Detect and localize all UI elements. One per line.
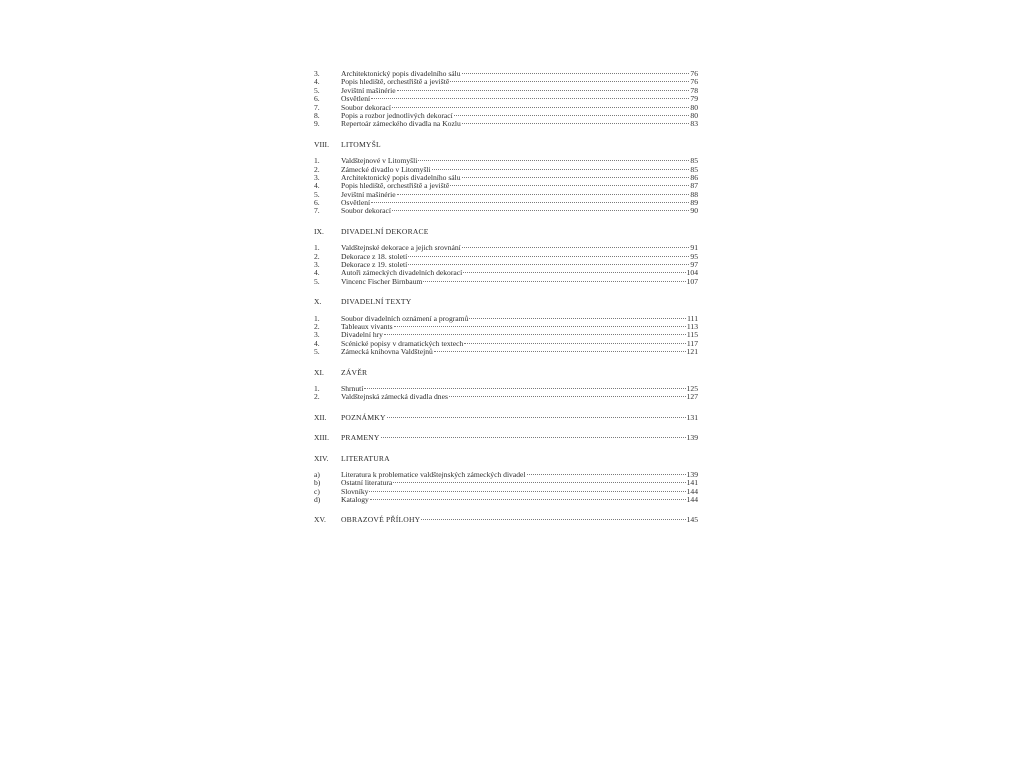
chapter-title: POZNÁMKY bbox=[341, 412, 386, 422]
page-number: 91 bbox=[690, 243, 698, 253]
page-number: 86 bbox=[690, 172, 698, 182]
entry-number: 2. bbox=[314, 392, 320, 402]
toc-section bbox=[314, 286, 698, 356]
dot-leader bbox=[434, 351, 686, 352]
toc-section bbox=[314, 443, 698, 505]
toc-chapter-heading bbox=[314, 455, 698, 463]
entry-title: Vincenc Fischer Birnbaum bbox=[341, 276, 423, 286]
dot-leader bbox=[381, 437, 686, 438]
chapter-title: OBRAZOVÉ PŘÍLOHY bbox=[341, 515, 421, 525]
page-number: 76 bbox=[690, 69, 698, 78]
entry-number: 9. bbox=[314, 119, 320, 129]
entry-title: Popis hlediště, orchestřiště a jeviště bbox=[341, 181, 450, 191]
dot-leader bbox=[432, 169, 690, 170]
toc-entry bbox=[314, 393, 698, 401]
toc-section bbox=[314, 422, 698, 442]
entry-title: Ostatní literatura bbox=[341, 478, 393, 488]
page-number: 111 bbox=[687, 313, 698, 323]
toc-chapter-heading bbox=[314, 141, 698, 149]
page-number: 117 bbox=[686, 338, 698, 348]
dot-leader bbox=[462, 247, 690, 248]
page-number: 89 bbox=[690, 198, 698, 208]
chapter-number: XIV. bbox=[314, 453, 329, 463]
chapter-title: ZÁVĚR bbox=[341, 367, 368, 377]
chapter-title: LITOMYŠL bbox=[341, 139, 381, 149]
toc-entry bbox=[314, 87, 698, 95]
entry-title: Dekorace z 18. století bbox=[341, 251, 408, 261]
chapter-title: PRAMENY bbox=[341, 433, 380, 443]
toc-chapter-heading bbox=[314, 298, 698, 306]
toc-section bbox=[314, 504, 698, 524]
entry-number: b) bbox=[314, 478, 321, 488]
page-number: 79 bbox=[690, 94, 698, 104]
entry-title: Valdštejnové v Litomyšli bbox=[341, 156, 418, 166]
entry-title: Katalogy bbox=[341, 495, 369, 505]
toc-section bbox=[314, 402, 698, 422]
toc-entry bbox=[314, 120, 698, 128]
toc-chapter-heading bbox=[314, 516, 698, 524]
page-number: 127 bbox=[686, 392, 698, 402]
entry-number: 7. bbox=[314, 102, 320, 112]
toc-section bbox=[314, 129, 698, 216]
page-number: 78 bbox=[690, 85, 698, 95]
page-number: 125 bbox=[686, 383, 698, 393]
entry-number: 1. bbox=[314, 313, 320, 323]
entry-title: Valdštejnské dekorace a jejich srovnání bbox=[341, 243, 461, 253]
toc-section bbox=[314, 357, 698, 402]
entry-number: 2. bbox=[314, 321, 320, 331]
page-number: 145 bbox=[686, 515, 698, 525]
entry-title: Popis hlediště, orchestřiště a jeviště bbox=[341, 77, 450, 87]
entry-number: 2. bbox=[314, 251, 320, 261]
entry-number: 5. bbox=[314, 189, 320, 199]
dot-leader bbox=[370, 499, 686, 500]
page-number: 85 bbox=[690, 164, 698, 174]
dot-leader bbox=[384, 334, 686, 335]
entry-title: Autoři zámeckých divadelních dekorací bbox=[341, 268, 463, 278]
entry-title: Jevištní mašinérie bbox=[341, 189, 396, 199]
entry-title: Slovníky bbox=[341, 486, 369, 496]
entry-number: 5. bbox=[314, 85, 320, 95]
dot-leader bbox=[454, 115, 690, 116]
page-number: 87 bbox=[690, 181, 698, 191]
dot-leader bbox=[364, 388, 685, 389]
dot-leader bbox=[423, 281, 685, 282]
dot-leader bbox=[394, 326, 686, 327]
dot-leader bbox=[397, 90, 690, 91]
toc-section bbox=[314, 70, 698, 129]
entry-title: Divadelní hry bbox=[341, 330, 383, 340]
chapter-number: XII. bbox=[314, 412, 327, 422]
page-number: 83 bbox=[690, 119, 698, 129]
entry-number: c) bbox=[314, 486, 320, 496]
page-number: 85 bbox=[690, 156, 698, 166]
dot-leader bbox=[369, 491, 685, 492]
page-number: 97 bbox=[690, 260, 698, 270]
entry-title: Jevištní mašinérie bbox=[341, 85, 396, 95]
entry-number: 5. bbox=[314, 276, 320, 286]
toc-chapter-heading bbox=[314, 414, 698, 422]
toc-entry bbox=[314, 191, 698, 199]
entry-number: 5. bbox=[314, 347, 320, 357]
entry-number: 6. bbox=[314, 198, 320, 208]
chapter-title: DIVADELNÍ TEXTY bbox=[341, 297, 412, 307]
chapter-title: DIVADELNÍ DEKORACE bbox=[341, 226, 429, 236]
toc-chapter-heading bbox=[314, 228, 698, 236]
entry-number: 6. bbox=[314, 94, 320, 104]
dot-leader bbox=[408, 264, 689, 265]
dot-leader bbox=[387, 417, 686, 418]
page-number: 131 bbox=[686, 412, 698, 422]
entry-title: Soubor divadelních oznámení a programů bbox=[341, 313, 469, 323]
page-number: 80 bbox=[690, 102, 698, 112]
dot-leader bbox=[393, 482, 685, 483]
entry-title: Zámecká knihovna Valdštejnů bbox=[341, 347, 433, 357]
entry-number: 2. bbox=[314, 164, 320, 174]
toc-chapter-heading bbox=[314, 434, 698, 442]
entry-number: 8. bbox=[314, 110, 320, 120]
entry-title: Popis a rozbor jednotlivých dekorací bbox=[341, 110, 453, 120]
page-number: 141 bbox=[686, 478, 698, 488]
dot-leader bbox=[392, 210, 689, 211]
page-number: 144 bbox=[686, 486, 698, 496]
toc-entry bbox=[314, 348, 698, 356]
entry-title: Architektonický popis divadelního sálu bbox=[341, 172, 461, 182]
dot-leader bbox=[450, 185, 689, 186]
dot-leader bbox=[450, 81, 689, 82]
entry-number: 3. bbox=[314, 260, 320, 270]
table-of-contents bbox=[314, 70, 698, 525]
entry-title: Soubor dekorací bbox=[341, 102, 391, 112]
page-number: 76 bbox=[690, 77, 698, 87]
entry-title: Shrnutí bbox=[341, 383, 364, 393]
toc-entry bbox=[314, 479, 698, 487]
dot-leader bbox=[462, 123, 690, 124]
chapter-number: X. bbox=[314, 297, 322, 307]
dot-leader bbox=[464, 343, 686, 344]
page-number: 139 bbox=[686, 469, 698, 479]
page-number: 88 bbox=[690, 189, 698, 199]
entry-number: 1. bbox=[314, 243, 320, 253]
dot-leader bbox=[469, 318, 686, 319]
page-number: 113 bbox=[686, 321, 698, 331]
entry-number: 4. bbox=[314, 338, 320, 348]
toc-entry bbox=[314, 488, 698, 496]
toc-section bbox=[314, 216, 698, 286]
dot-leader bbox=[408, 256, 689, 257]
toc-entry bbox=[314, 207, 698, 215]
dot-leader bbox=[527, 474, 686, 475]
page-number: 115 bbox=[686, 330, 698, 340]
page-number: 95 bbox=[690, 251, 698, 261]
entry-title: Zámecké divadlo v Litomyšli bbox=[341, 164, 431, 174]
entry-number: 3. bbox=[314, 330, 320, 340]
entry-number: 3. bbox=[314, 69, 320, 78]
dot-leader bbox=[371, 202, 689, 203]
entry-number: 7. bbox=[314, 206, 320, 216]
entry-number: 4. bbox=[314, 268, 320, 278]
chapter-number: XIII. bbox=[314, 433, 329, 443]
dot-leader bbox=[462, 73, 690, 74]
page-number: 90 bbox=[690, 206, 698, 216]
chapter-number: XI. bbox=[314, 367, 324, 377]
dot-leader bbox=[418, 160, 689, 161]
dot-leader bbox=[397, 194, 690, 195]
entry-number: 4. bbox=[314, 77, 320, 87]
dot-leader bbox=[462, 177, 690, 178]
chapter-title: LITERATURA bbox=[341, 453, 390, 463]
dot-leader bbox=[463, 272, 685, 273]
page-number: 139 bbox=[686, 433, 698, 443]
entry-title: Osvětlení bbox=[341, 94, 371, 104]
entry-title: Osvětlení bbox=[341, 198, 371, 208]
entry-title: Dekorace z 19. století bbox=[341, 260, 408, 270]
entry-title: Architektonický popis divadelního sálu bbox=[341, 69, 461, 78]
chapter-number: IX. bbox=[314, 226, 324, 236]
entry-number: 1. bbox=[314, 383, 320, 393]
entry-title: Literatura k problematice valdštejnských zámeckých divadel bbox=[341, 469, 526, 479]
dot-leader bbox=[371, 98, 689, 99]
dot-leader bbox=[449, 396, 686, 397]
entry-number: a) bbox=[314, 469, 320, 479]
entry-number: 1. bbox=[314, 156, 320, 166]
page-number: 107 bbox=[686, 276, 698, 286]
page-number: 104 bbox=[686, 268, 698, 278]
entry-title: Soubor dekorací bbox=[341, 206, 391, 216]
chapter-number: VIII. bbox=[314, 139, 329, 149]
entry-title: Scénické popisy v dramatických textech bbox=[341, 338, 464, 348]
toc-entry bbox=[314, 496, 698, 504]
toc-entry bbox=[314, 278, 698, 286]
entry-title: Repertoár zámeckého divadla na Kozlu bbox=[341, 119, 461, 129]
entry-title: Tableaux vivants bbox=[341, 321, 393, 331]
page-number: 80 bbox=[690, 110, 698, 120]
toc-chapter-heading bbox=[314, 369, 698, 377]
chapter-number: XV. bbox=[314, 515, 326, 525]
entry-number: 4. bbox=[314, 181, 320, 191]
dot-leader bbox=[421, 519, 685, 520]
page-number: 144 bbox=[686, 495, 698, 505]
entry-number: 3. bbox=[314, 172, 320, 182]
entry-number: d) bbox=[314, 495, 321, 505]
dot-leader bbox=[392, 107, 689, 108]
entry-title: Valdštejnská zámecká divadla dnes bbox=[341, 392, 448, 402]
page-number: 121 bbox=[686, 347, 698, 357]
